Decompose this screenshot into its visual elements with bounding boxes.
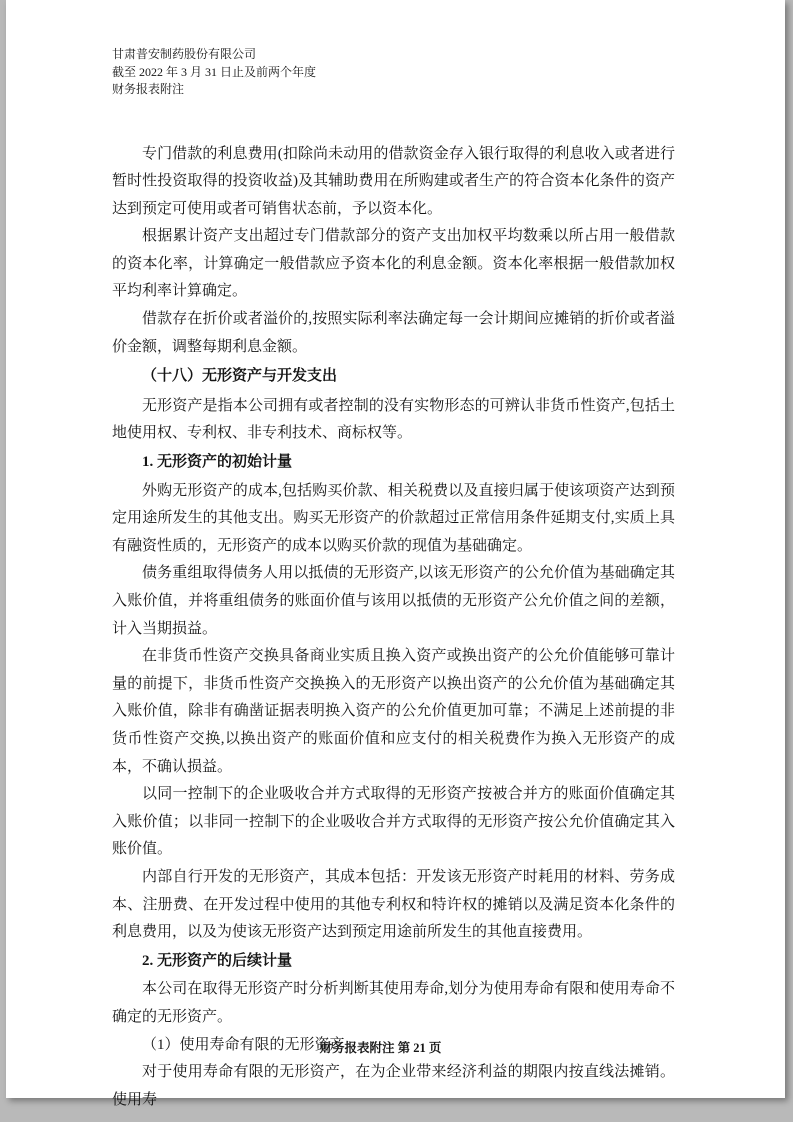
page-content bbox=[6, 0, 785, 1114]
paragraph: 以同一控制下的企业吸收合并方式取得的无形资产按被合并方的账面价值确定其入账价值；以非同一控制下的企业吸收合并方式取得的无形资产按公允价值确定其入账价值。 bbox=[112, 786, 675, 858]
paragraph: 借款存在折价或者溢价的,按照实际利率法确定每一会计期间应摊销的折价或者溢价金额，调整每期利息金额。 bbox=[112, 311, 675, 355]
list-item-heading: （1）使用寿命有限的无形资产 bbox=[142, 1036, 345, 1053]
header-period-line: 截至 2022 年 3 月 31 日止及前两个年度 bbox=[112, 64, 317, 79]
section-heading: （十八）无形资产与开发支出 bbox=[142, 368, 338, 385]
paragraph: 对于使用寿命有限的无形资产，在为企业带来经济利益的期限内按直线法摊销。使用寿 bbox=[112, 1064, 675, 1108]
paragraph: 外购无形资产的成本,包括购买价款、相关税费以及直接归属于使该项资产达到预定用途所发生的其他支出。购买无形资产的价款超过正常信用条件延期支付,实质上具有融资性质的，无形资产的成本以购买价款的现值为基础确定。 bbox=[112, 482, 675, 554]
paragraph: 专门借款的利息费用(扣除尚未动用的借款资金存入银行取得的利息收入或者进行暂时性投资取得的投资收益)及其辅助费用在所购建或者生产的符合资本化条件的资产达到预定可使用或者可销售状态前，予以资本化。 bbox=[112, 145, 675, 217]
page-footer: 财务报表附注 第 21 页 bbox=[319, 1041, 442, 1055]
header-company-name: 甘肃普安制药股份有限公司 bbox=[112, 47, 257, 61]
paragraph: 无形资产是指本公司拥有或者控制的没有实物形态的可辨认非货币性资产,包括土地使用权、专利权、非专利技术、商标权等。 bbox=[112, 397, 675, 442]
paragraph: 内部自行开发的无形资产，其成本包括：开发该无形资产时耗用的材料、劳务成本、注册费、在开发过程中使用的其他专利权和特许权的摊销以及满足资本化条件的利息费用，以及为使该无形资产达到预定用途前所发生的其他直接费用。 bbox=[112, 868, 675, 941]
header-title-line: 财务报表附注 bbox=[112, 82, 185, 96]
document-page bbox=[6, 0, 785, 1108]
paragraph: 根据累计资产支出超过专门借款部分的资产支出加权平均数乘以所占用一般借款的资本化率，计算确定一般借款应予资本化的利息金额。资本化率根据一般借款加权平均利率计算确定。 bbox=[112, 228, 675, 300]
paragraph: 本公司在取得无形资产时分析判断其使用寿命,划分为使用寿命有限和使用寿命不确定的无形资产。 bbox=[112, 981, 675, 1025]
sub-heading: 1. 无形资产的初始计量 bbox=[142, 454, 293, 471]
sub-heading: 2. 无形资产的后续计量 bbox=[142, 952, 293, 969]
document-header bbox=[112, 46, 675, 99]
document-body bbox=[112, 141, 675, 1115]
paragraph: 债务重组取得债务人用以抵债的无形资产,以该无形资产的公允价值为基础确定其入账价值，并将重组债务的账面价值与该用以抵债的无形资产公允价值之间的差额，计入当期损益。 bbox=[112, 565, 675, 637]
paragraph: 在非货币性资产交换具备商业实质且换入资产或换出资产的公允价值能够可靠计量的前提下，非货币性资产交换换入的无形资产以换出资产的公允价值为基础确定其入账价值，除非有确凿证据表明换入资产的公允价值更加可靠；不满足上述前提的非货币性资产交换,以换出资产的账面价值和应支付的相关税费作为换入无形资产的成本，不确认损益。 bbox=[112, 648, 675, 775]
